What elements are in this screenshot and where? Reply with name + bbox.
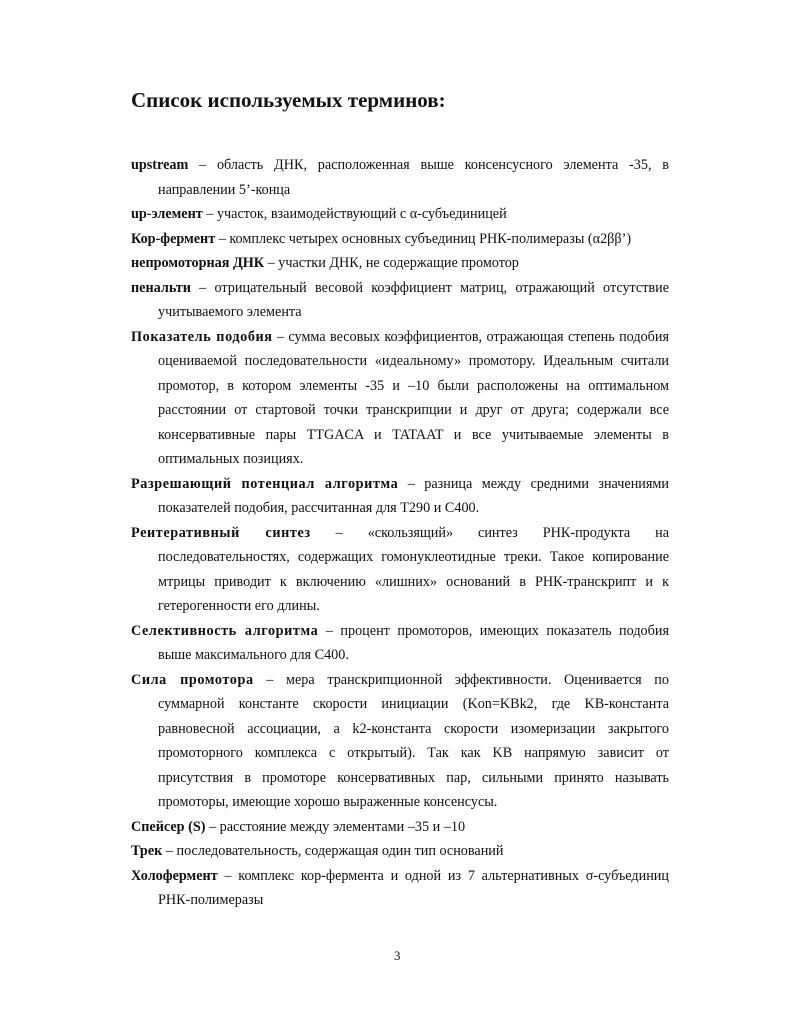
glossary-entry [131, 521, 669, 619]
glossary-entry [131, 325, 669, 472]
page-number: 3 [394, 948, 401, 963]
glossary-entry [131, 815, 669, 840]
term: Реитеративный синтез [131, 524, 311, 541]
definition: – участки ДНК, не содержащие промотор [264, 255, 519, 271]
glossary-entry [131, 227, 669, 252]
glossary-list [131, 153, 669, 913]
term: непромоторная ДНК [131, 255, 265, 271]
glossary-entry [131, 619, 669, 668]
glossary-entry [131, 839, 669, 864]
glossary-entry [131, 276, 669, 325]
definition: – расстояние между элементами –35 и –10 [205, 818, 466, 835]
term: Холофермент [131, 867, 218, 884]
definition: – «скользящий» синтез РНК-продукта на последовательностях, содержащих гомонуклеотидные треки. Такое копирование мтрицы приводит к включению «лишних» оснований в РНК-транскрипт и к гетерогенности его длины. [158, 524, 669, 614]
definition: – последовательность, содержащая один тип оснований [162, 843, 504, 859]
definition: – сумма весовых коэффициентов, отражающая степень подобия оцениваемой последовательности «идеальному» промотору. Идеальным считали промотор, в котором элементы -35 и –10 были расположены на оптимальном расстоянии от стартовой точки транскрипции и друг от друга; содержали все консервативные пары TTGACA и TATAAT и все учитываемые элементы в оптимальных позициях. [158, 328, 669, 467]
term: Показатель подобия [131, 328, 273, 345]
term: Сила промотора [131, 671, 254, 688]
glossary-entry [131, 864, 669, 913]
term: Селективность алгоритма [131, 622, 319, 639]
definition: – мера транскрипционной эффективности. Оценивается по суммарной константе скорости инициации (Kon=KBk2, где KB-константа равновесной ассоциации, а k2-константа скорости изомеризации закрытого промоторного комплекса с открытый). Так как KB напрямую зависит от присутствия в промоторе консервативных пар, сильными принято называть промоторы, имеющие хорошо выраженные консенсусы. [158, 671, 669, 810]
glossary-entry [131, 472, 669, 521]
term: upstream [131, 157, 189, 173]
glossary-entry [131, 202, 669, 227]
definition: – разница между средними значениями показателей подобия, рассчитанная для T290 и C400. [158, 475, 669, 516]
definition: – процент промоторов, имеющих показатель подобия выше максимального для C400. [158, 622, 669, 663]
definition: – область ДНК, расположенная выше консенсусного элемента -35, в направлении 5’-конца [158, 157, 669, 198]
term: Кор-фермент [131, 230, 216, 247]
page-title: Список используемых терминов: [131, 88, 446, 112]
term: Трек [131, 843, 163, 859]
term: пенальти [131, 279, 191, 296]
definition: – комплекс четырех основных субъединиц РНК-полимеразы (α2ββ’) [215, 230, 632, 247]
definition: – комплекс кор-фермента и одной из 7 альтернативных σ-субъединиц РНК-полимеразы [158, 867, 669, 908]
glossary-entry [131, 251, 669, 276]
glossary-entry [131, 153, 669, 202]
term: up-элемент [131, 206, 203, 222]
definition: – участок, взаимодействующий с α-субъединицей [202, 206, 507, 222]
definition: – отрицательный весовой коэффициент матриц, отражающий отсутствие учитываемого элемента [158, 279, 669, 320]
term: Разрешающий потенциал алгоритма [131, 475, 399, 492]
term: Спейсер (S) [131, 818, 206, 835]
glossary-entry [131, 668, 669, 815]
